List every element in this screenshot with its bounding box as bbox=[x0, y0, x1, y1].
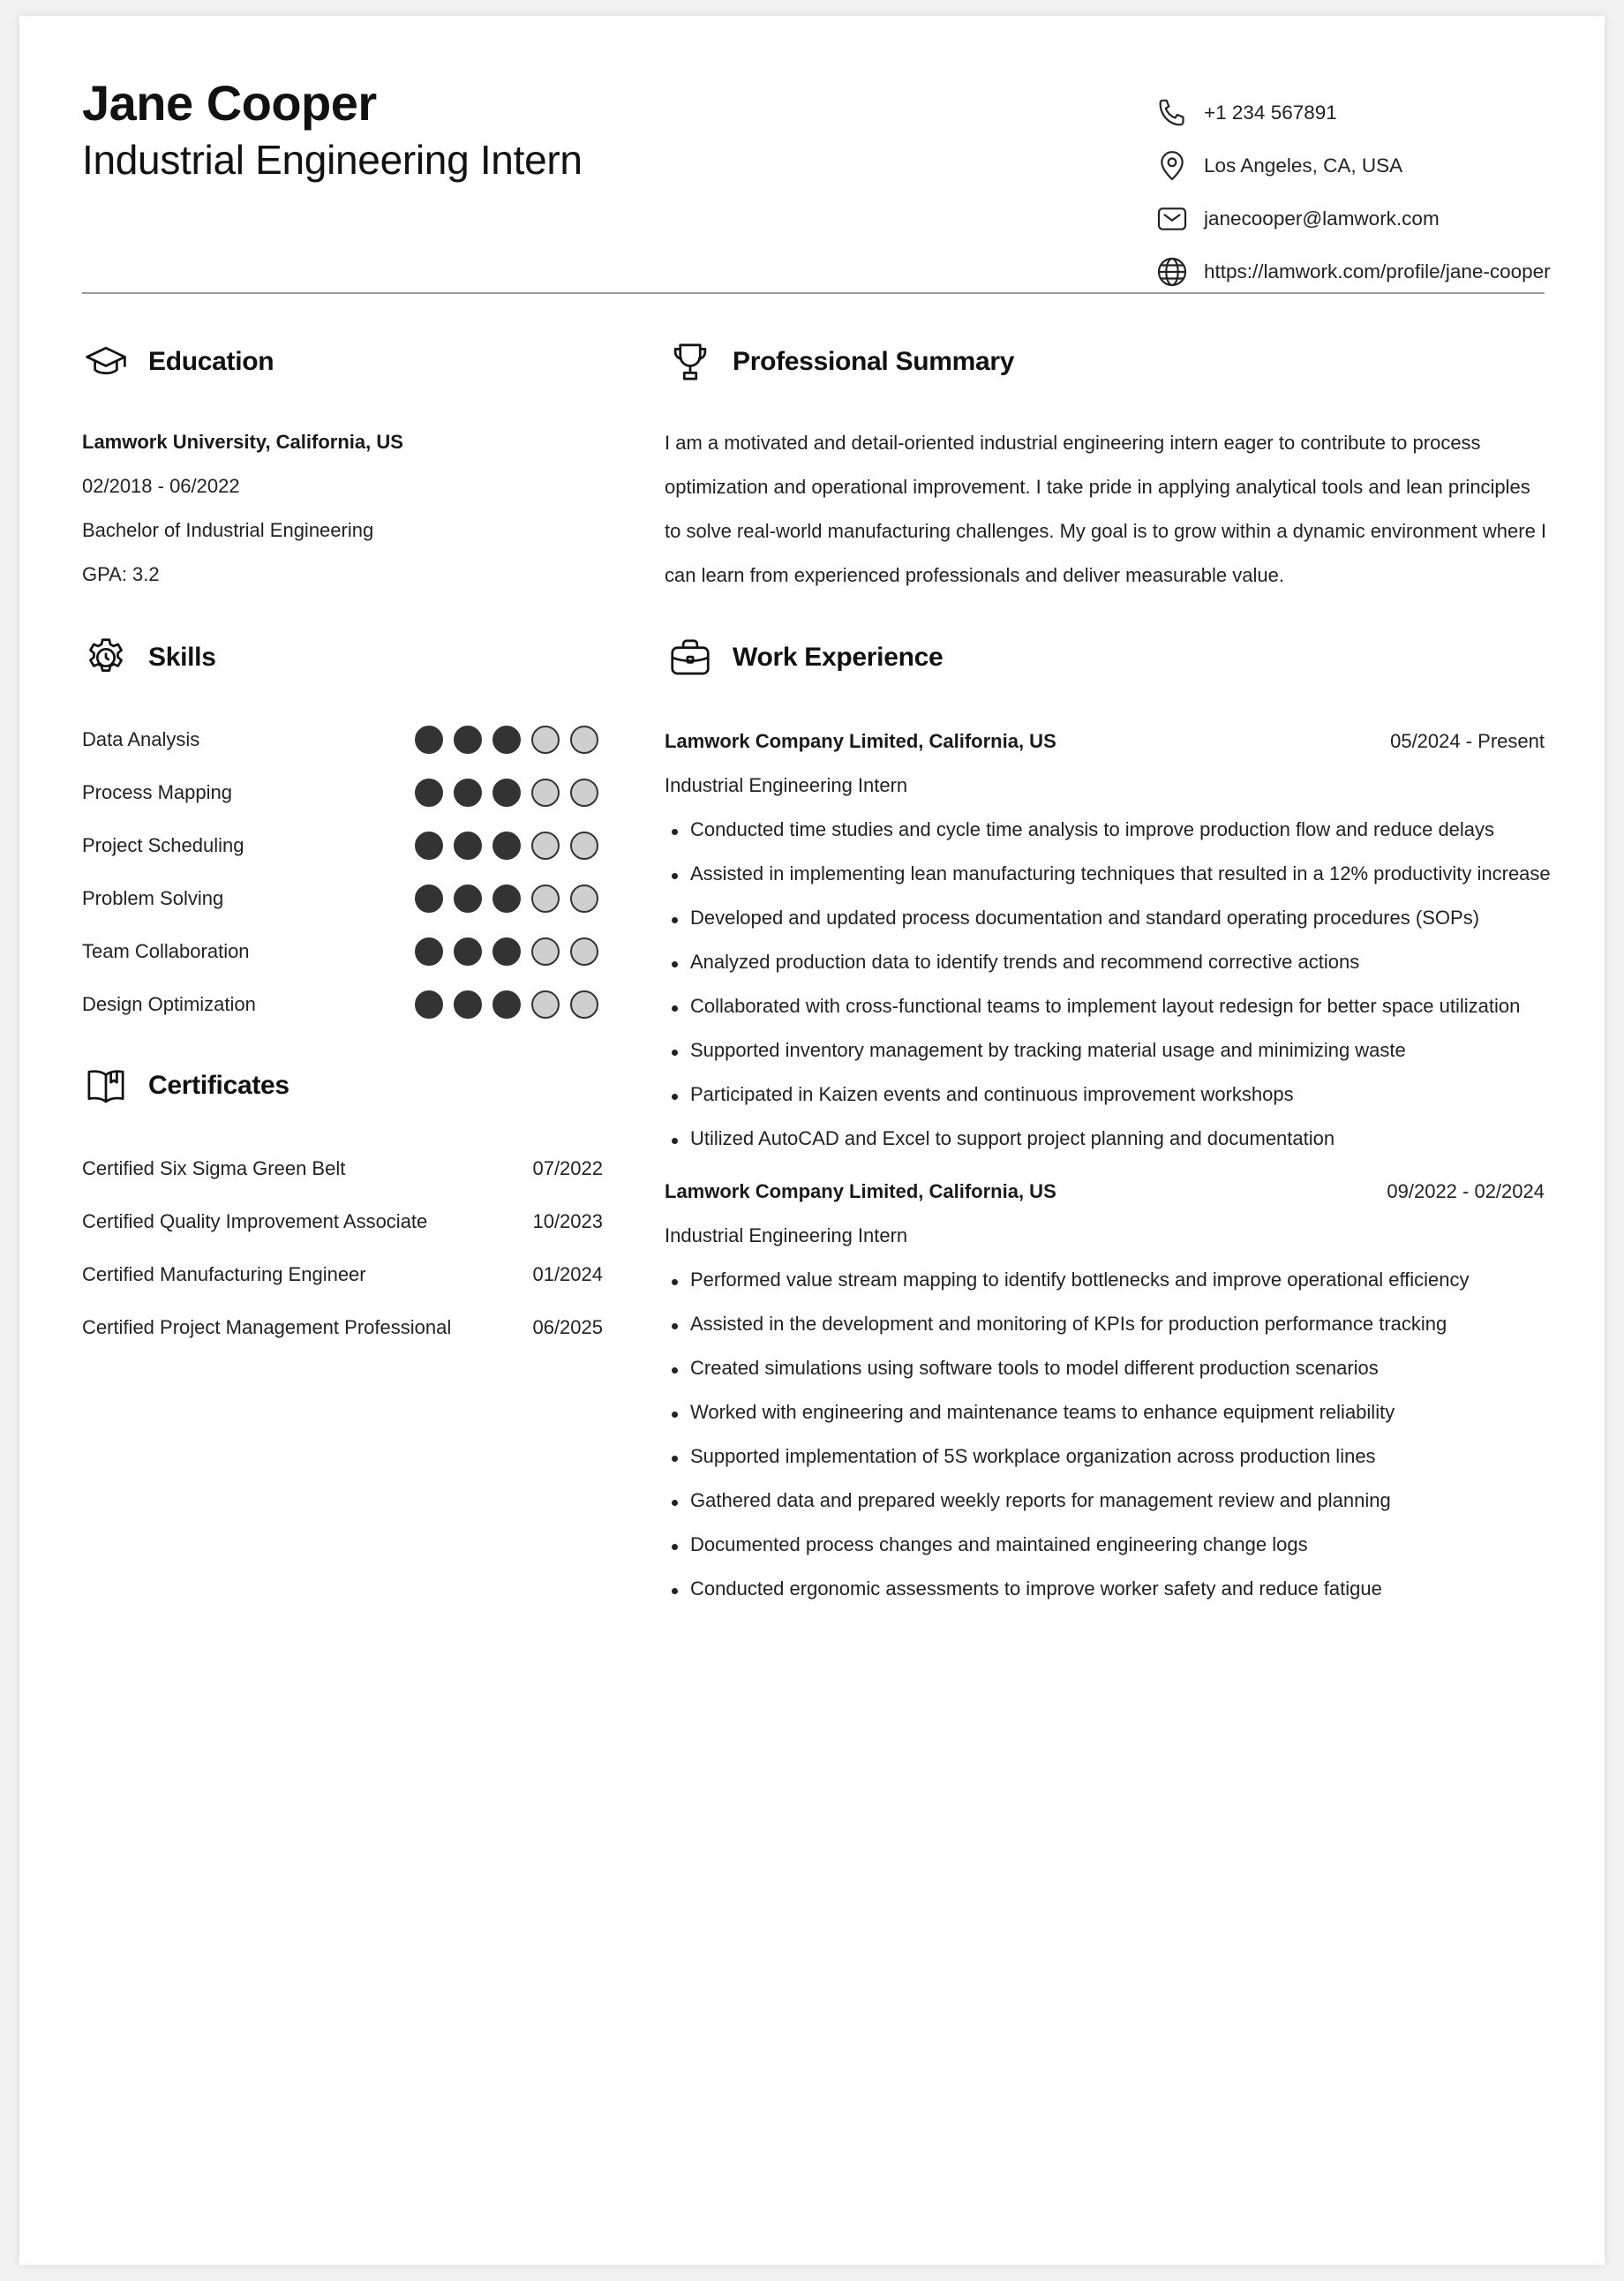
rating-dot-empty bbox=[531, 779, 560, 807]
summary-text: I am a motivated and detail-oriented industrial engineering intern eager to contribute to process optimization and operational improvement. I take pride in applying analytical tools and lean principles to solve real-world manufacturing challenges. My goal is to grow within a dynamic environment where I can learn from experienced professionals and deliver measurable value. bbox=[665, 432, 1547, 586]
skill-name: Design Optimization bbox=[82, 993, 256, 1015]
certificate-row bbox=[82, 1256, 603, 1291]
rating-dot-filled bbox=[454, 990, 482, 1019]
job-company: Lamwork Company Limited, California, US bbox=[665, 730, 1056, 752]
job-header bbox=[665, 1170, 1545, 1214]
skill-rating bbox=[415, 726, 609, 754]
job-bullet: Conducted ergonomic assessments to improve worker safety and reduce fatigue bbox=[665, 1567, 1545, 1611]
job-dates: 09/2022 - 02/2024 bbox=[1387, 1180, 1545, 1202]
rating-dot-filled bbox=[454, 726, 482, 754]
skill-row bbox=[82, 881, 603, 916]
rating-dot-empty bbox=[570, 885, 598, 913]
skill-row bbox=[82, 722, 603, 757]
rating-dot-filled bbox=[492, 990, 521, 1019]
contact-list bbox=[1154, 87, 1552, 298]
header-divider bbox=[82, 292, 1545, 294]
summary-heading bbox=[666, 338, 1014, 386]
certificate-date: 06/2025 bbox=[532, 1316, 603, 1338]
candidate-name: Jane Cooper bbox=[82, 75, 377, 131]
book-icon bbox=[82, 1062, 130, 1110]
summary-title: Professional Summary bbox=[733, 347, 1015, 376]
job-bullet: Developed and updated process documentation and standard operating procedures (SOPs) bbox=[665, 896, 1545, 940]
job-bullet: Utilized AutoCAD and Excel to support project planning and documentation bbox=[665, 1117, 1545, 1161]
rating-dot-filled bbox=[492, 779, 521, 807]
contact-location bbox=[1154, 139, 1552, 192]
education-school: Lamwork University, California, US bbox=[82, 431, 403, 453]
education-heading bbox=[82, 338, 274, 386]
rating-dot-filled bbox=[492, 885, 521, 913]
rating-dot-filled bbox=[454, 937, 482, 966]
rating-dot-empty bbox=[531, 832, 560, 860]
skill-rating bbox=[415, 779, 609, 807]
job-bullet: Collaborated with cross-functional teams to implement layout redesign for better space utilization bbox=[665, 984, 1545, 1028]
experience-title: Work Experience bbox=[733, 643, 944, 672]
job-entry bbox=[665, 1170, 1545, 1611]
certificate-row bbox=[82, 1309, 603, 1344]
certificate-name: Certified Quality Improvement Associate bbox=[82, 1210, 428, 1232]
job-bullet: Created simulations using software tools to model different production scenarios bbox=[665, 1346, 1545, 1390]
job-bullet: Assisted in implementing lean manufacturing techniques that resulted in a 12% productivity increase bbox=[665, 852, 1545, 896]
rating-dot-empty bbox=[570, 726, 598, 754]
job-bullet: Assisted in the development and monitoring of KPIs for production performance tracking bbox=[665, 1302, 1545, 1346]
rating-dot-filled bbox=[415, 726, 443, 754]
certificates-heading bbox=[82, 1062, 289, 1110]
rating-dot-empty bbox=[531, 990, 560, 1019]
skill-name: Project Scheduling bbox=[82, 834, 244, 856]
job-bullet: Analyzed production data to identify trends and recommend corrective actions bbox=[665, 940, 1545, 984]
contact-phone-text: +1 234 567891 bbox=[1204, 102, 1337, 124]
rating-dot-empty bbox=[570, 937, 598, 966]
rating-dot-filled bbox=[415, 832, 443, 860]
job-dates: 05/2024 - Present bbox=[1390, 730, 1545, 752]
job-bullet: Performed value stream mapping to identify bottlenecks and improve operational efficiency bbox=[665, 1258, 1545, 1302]
education-gpa: GPA: 3.2 bbox=[82, 563, 160, 585]
job-bullets bbox=[665, 1258, 1545, 1611]
certificate-date: 07/2022 bbox=[532, 1157, 603, 1179]
trophy-icon bbox=[666, 338, 714, 386]
rating-dot-filled bbox=[492, 937, 521, 966]
job-company: Lamwork Company Limited, California, US bbox=[665, 1180, 1056, 1202]
certificates-title: Certificates bbox=[148, 1071, 289, 1100]
rating-dot-filled bbox=[415, 990, 443, 1019]
skill-name: Team Collaboration bbox=[82, 940, 250, 962]
job-role: Industrial Engineering Intern bbox=[665, 1224, 908, 1246]
education-title: Education bbox=[148, 347, 274, 376]
rating-dot-empty bbox=[531, 885, 560, 913]
skill-name: Process Mapping bbox=[82, 781, 232, 803]
certificate-row bbox=[82, 1203, 603, 1238]
contact-email-text[interactable]: janecooper@lamwork.com bbox=[1204, 207, 1440, 230]
skills-title: Skills bbox=[148, 643, 216, 672]
education-degree: Bachelor of Industrial Engineering bbox=[82, 519, 374, 541]
rating-dot-empty bbox=[570, 779, 598, 807]
resume-page bbox=[19, 16, 1605, 2265]
rating-dot-filled bbox=[454, 885, 482, 913]
certificate-name: Certified Six Sigma Green Belt bbox=[82, 1157, 346, 1179]
job-bullets bbox=[665, 808, 1551, 1161]
skill-row bbox=[82, 775, 603, 810]
skill-row bbox=[82, 828, 603, 863]
rating-dot-filled bbox=[492, 832, 521, 860]
certificate-date: 10/2023 bbox=[532, 1210, 603, 1232]
gear-icon bbox=[82, 634, 130, 681]
envelope-icon bbox=[1154, 201, 1190, 237]
job-header bbox=[665, 719, 1545, 764]
location-pin-icon bbox=[1154, 148, 1190, 184]
rating-dot-empty bbox=[531, 726, 560, 754]
skill-name: Data Analysis bbox=[82, 728, 200, 750]
candidate-title: Industrial Engineering Intern bbox=[82, 137, 583, 183]
skill-rating bbox=[415, 832, 609, 860]
job-bullet: Participated in Kaizen events and continuous improvement workshops bbox=[665, 1073, 1545, 1117]
rating-dot-filled bbox=[454, 779, 482, 807]
contact-website-text[interactable]: https://lamwork.com/profile/jane-cooper bbox=[1204, 260, 1551, 282]
rating-dot-empty bbox=[570, 832, 598, 860]
certificate-row bbox=[82, 1150, 603, 1186]
job-bullet: Conducted time studies and cycle time analysis to improve production flow and reduce delays bbox=[665, 808, 1545, 852]
job-role: Industrial Engineering Intern bbox=[665, 774, 908, 796]
rating-dot-filled bbox=[415, 779, 443, 807]
globe-icon bbox=[1154, 254, 1190, 290]
job-entry bbox=[665, 719, 1551, 1161]
skill-name: Problem Solving bbox=[82, 887, 224, 909]
rating-dot-empty bbox=[531, 937, 560, 966]
certificate-date: 01/2024 bbox=[532, 1263, 603, 1285]
briefcase-icon bbox=[666, 634, 714, 681]
rating-dot-filled bbox=[415, 885, 443, 913]
contact-phone bbox=[1154, 87, 1552, 139]
rating-dot-filled bbox=[492, 726, 521, 754]
skill-rating bbox=[415, 937, 609, 966]
skill-row bbox=[82, 934, 603, 969]
education-dates: 02/2018 - 06/2022 bbox=[82, 475, 240, 497]
graduation-cap-icon bbox=[82, 338, 130, 386]
certificate-name: Certified Manufacturing Engineer bbox=[82, 1263, 366, 1285]
job-bullet: Supported inventory management by tracking material usage and minimizing waste bbox=[665, 1028, 1545, 1073]
contact-website[interactable] bbox=[1154, 245, 1552, 298]
skill-row bbox=[82, 987, 603, 1022]
contact-location-text: Los Angeles, CA, USA bbox=[1204, 154, 1403, 177]
certificate-name: Certified Project Management Professional bbox=[82, 1316, 452, 1338]
contact-email[interactable] bbox=[1154, 192, 1552, 245]
skill-rating bbox=[415, 885, 609, 913]
job-bullet: Documented process changes and maintained engineering change logs bbox=[665, 1523, 1545, 1567]
experience-heading bbox=[666, 634, 943, 681]
job-bullet: Supported implementation of 5S workplace organization across production lines bbox=[665, 1434, 1545, 1479]
skill-rating bbox=[415, 990, 609, 1019]
job-bullet: Gathered data and prepared weekly reports for management review and planning bbox=[665, 1479, 1545, 1523]
skills-heading bbox=[82, 634, 216, 681]
job-bullet: Worked with engineering and maintenance teams to enhance equipment reliability bbox=[665, 1390, 1545, 1434]
rating-dot-empty bbox=[570, 990, 598, 1019]
rating-dot-filled bbox=[454, 832, 482, 860]
phone-icon bbox=[1154, 95, 1190, 131]
rating-dot-filled bbox=[415, 937, 443, 966]
